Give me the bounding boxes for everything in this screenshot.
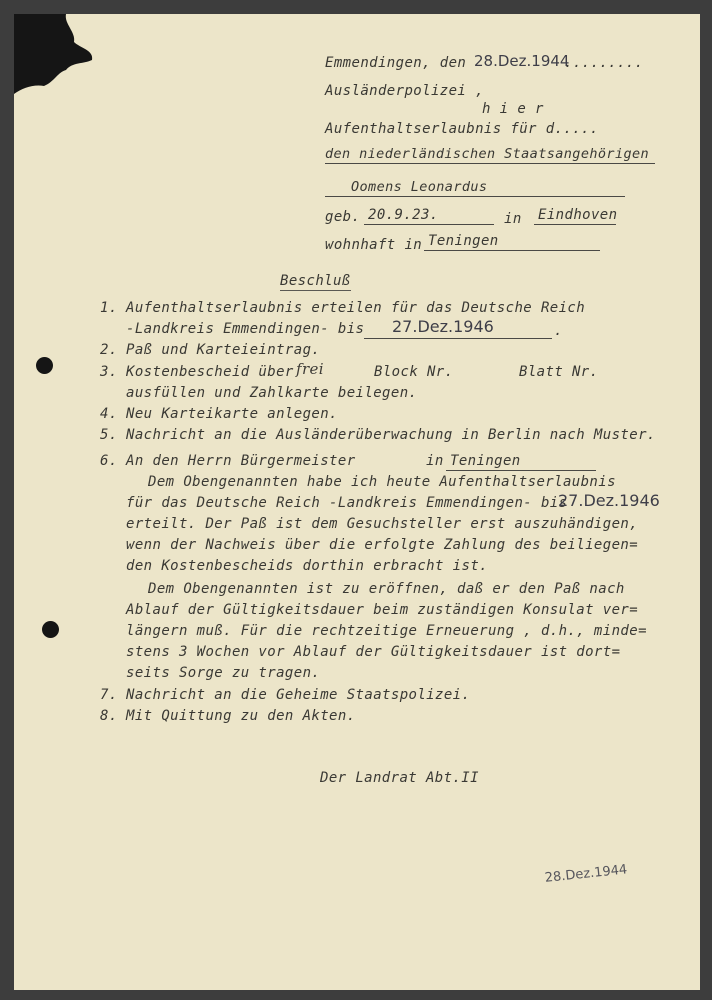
item-3-block: Block Nr. bbox=[374, 364, 454, 380]
header-dots: ......... bbox=[564, 55, 644, 71]
header-born-date: 20.9.23. bbox=[368, 207, 439, 223]
item-4-number: 4. bbox=[100, 406, 118, 422]
item-3-text: Kostenbescheid über bbox=[126, 364, 294, 380]
item-2-number: 2. bbox=[100, 342, 118, 358]
item-6-in-label: in bbox=[426, 453, 444, 469]
item-6-para2-line-4: stens 3 Wochen vor Ablauf der Gültigkeitsdauer ist dort= bbox=[126, 644, 621, 660]
item-5-text: Nachricht an die Ausländerüberwachung in Berlin nach Muster. bbox=[126, 427, 656, 443]
item-6-para1-line-3: erteilt. Der Paß ist dem Gesuchsteller erst auszuhändigen, bbox=[126, 516, 639, 532]
header-residence-label: wohnhaft in bbox=[325, 237, 423, 253]
header-in-label: in bbox=[504, 211, 522, 227]
item-6-number: 6. bbox=[100, 453, 118, 469]
item-4-text: Neu Karteikarte anlegen. bbox=[126, 406, 338, 422]
item-7-number: 7. bbox=[100, 687, 118, 703]
item-3-line-2: ausfüllen und Zahlkarte beilegen. bbox=[126, 385, 418, 401]
signature: Der Landrat Abt.II bbox=[320, 770, 479, 786]
torn-corner bbox=[14, 14, 104, 104]
item-3-blatt: Blatt Nr. bbox=[519, 364, 599, 380]
item-6-para2-line-5: seits Sorge zu tragen. bbox=[126, 665, 321, 681]
item-1-line-1: Aufenthaltserlaubnis erteilen für das Deutsche Reich bbox=[126, 300, 586, 316]
item-6-para1-line-2: für das Deutsche Reich -Landkreis Emmendingen- bis bbox=[126, 495, 568, 511]
item-6-para1-line-4: wenn der Nachweis über die erfolgte Zahlung des beiliegen= bbox=[126, 537, 639, 553]
item-5-number: 5. bbox=[100, 427, 118, 443]
punch-hole-bottom bbox=[42, 621, 59, 638]
item-6-para1-line-1: Dem Obengenannten habe ich heute Aufenthaltserlaubnis bbox=[148, 474, 616, 490]
page-title: Beschluß bbox=[280, 273, 351, 289]
item-6-para2-line-2: Ablauf der Gültigkeitsdauer beim zuständigen Konsulat ver= bbox=[126, 602, 639, 618]
header-date-stamp: 28.Dez.1944 bbox=[474, 52, 570, 70]
item-8-number: 8. bbox=[100, 708, 118, 724]
header-name: Oomens Leonardus bbox=[351, 179, 488, 195]
item-7-text: Nachricht an die Geheime Staatspolizei. bbox=[126, 687, 471, 703]
item-6-para1-stamp: 27.Dez.1946 bbox=[558, 491, 660, 510]
bottom-date-stamp: 28.Dez.1944 bbox=[544, 862, 628, 886]
item-2-text: Paß und Karteieintrag. bbox=[126, 342, 321, 358]
item-6-para2-line-3: längern muß. Für die rechtzeitige Erneuerung , d.h., minde= bbox=[126, 623, 647, 639]
item-1-number: 1. bbox=[100, 300, 118, 316]
item-6-para1-line-5: den Kostenbescheids dorthin erbracht ist. bbox=[126, 558, 488, 574]
item-6-text: An den Herrn Bürgermeister bbox=[126, 453, 356, 469]
header-nationality: den niederländischen Staatsangehörigen bbox=[325, 146, 650, 162]
punch-hole-top bbox=[36, 357, 53, 374]
header-place: Emmendingen, den bbox=[325, 55, 467, 71]
document-page: Emmendingen, den 28.Dez.1944 ......... Ausländerpolizei , h i e r Aufenthaltserlaubnis für d..... den niederländischen Staatsangehörigen Oomens Leonardus geb. 20.9.23. in Eindhoven wohnhaft in Teningen Beschluß 1. Aufenthaltserlaubnis erteilen für das Deutsche Reich -Landkreis Emmendingen- bis 27.Dez.1946 . 2. Paß und Karteieintrag. 3. Kostenbescheid über frei Block Nr. Blatt Nr. ausfüllen und Zahlkarte beilegen. 4. Neu Karteikarte anlegen. 5. Nachricht an die Ausländerüberwachung in Berlin nach Muster. 6. An den Herrn Bürgermeister in Teningen Dem Obengenannten habe ich heute Aufenthaltserlaubnis für das Deutsche Reich -Landkreis Emmendingen- bis 27.Dez.1946 erteilt. Der Paß ist dem Gesuchsteller erst auszuhändigen, wenn der Nachweis über die erfolgte Zahlung des beiliegen= den Kostenbescheids dorthin erbracht ist. Dem Obengenannten ist zu eröffnen, daß er den Paß nach Ablauf der Gültigkeitsdauer beim zuständigen Konsulat ver= längern muß. Für die rechtzeitige Erneuerung , d.h., minde= stens 3 Wochen vor Ablauf der Gültigkeitsdauer ist dort= seits Sorge zu tragen. 7. Nachricht an die Geheime Staatspolizei. 8. Mit Quittung zu den Akten. Der Landrat Abt.II 28.Dez.1944 bbox=[14, 14, 700, 990]
item-6-place: Teningen bbox=[450, 453, 521, 469]
item-6-para2-line-1: Dem Obengenannten ist zu eröffnen, daß er den Paß nach bbox=[148, 581, 625, 597]
item-3-handwritten: frei bbox=[296, 360, 324, 378]
header-office: Ausländerpolizei , bbox=[325, 83, 484, 99]
header-born-label: geb. bbox=[325, 209, 361, 225]
header-residence: Teningen bbox=[428, 233, 499, 249]
item-3-number: 3. bbox=[100, 364, 118, 380]
item-8-text: Mit Quittung zu den Akten. bbox=[126, 708, 356, 724]
header-hier: h i e r bbox=[482, 101, 544, 117]
header-birthplace: Eindhoven bbox=[538, 207, 618, 223]
item-1-line-2: -Landkreis Emmendingen- bis bbox=[126, 321, 365, 337]
header-subject: Aufenthaltserlaubnis für d..... bbox=[325, 121, 599, 137]
item-1-stamp: 27.Dez.1946 bbox=[392, 317, 494, 336]
